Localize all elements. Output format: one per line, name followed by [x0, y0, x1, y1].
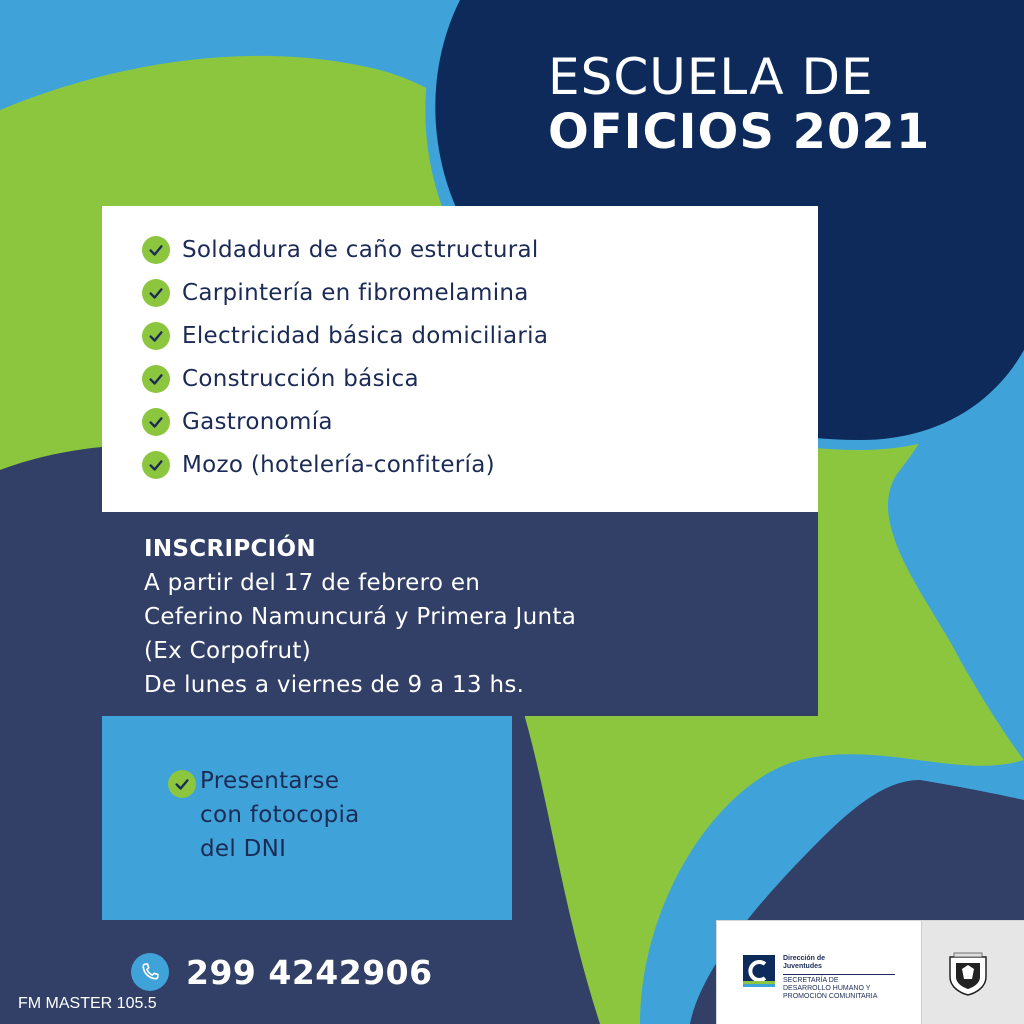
list-item: [142, 275, 529, 311]
courses-list: [102, 206, 818, 512]
list-item: [142, 361, 419, 397]
course-label: Construcción básica: [182, 366, 419, 392]
list-item: [142, 318, 548, 354]
inscription-line: De lunes a viernes de 9 a 13 hs.: [144, 672, 525, 698]
logo-divider: [783, 974, 895, 975]
course-label: Electricidad básica domiciliaria: [182, 323, 549, 349]
logo-org-line: SECRETARÍA DE: [783, 977, 839, 984]
phone-icon: [131, 953, 169, 991]
list-item: [142, 404, 333, 440]
logo-org-line: PROMOCIÓN COMUNITARIA: [783, 993, 878, 1000]
juventudes-logo-icon: [743, 955, 775, 987]
inscription-heading: INSCRIPCIÓN: [144, 536, 316, 562]
course-label: Gastronomía: [182, 409, 333, 435]
course-label: Mozo (hotelería-confitería): [182, 452, 495, 478]
juventudes-logo-text: [783, 955, 895, 1001]
crest-panel: [921, 921, 1024, 1024]
course-label: Carpintería en fibromelamina: [182, 280, 529, 306]
requirement-line: del DNI: [200, 836, 287, 862]
check-icon: [142, 322, 170, 350]
check-icon: [142, 236, 170, 264]
inscription-line: (Ex Corpofrut): [144, 638, 312, 664]
title-line-2: OFICIOS 2021: [548, 104, 931, 160]
inscription-panel: [102, 512, 818, 716]
page-title: [548, 48, 931, 160]
phone-number[interactable]: 299 4242906: [186, 953, 433, 992]
title-line-1: ESCUELA DE: [548, 48, 874, 106]
inscription-text: [144, 532, 576, 702]
requirement-panel: [102, 716, 512, 920]
sponsor-logos: [716, 920, 1024, 1024]
requirement-line: con fotocopia: [200, 802, 360, 828]
logo-org-line: DESARROLLO HUMANO Y: [783, 985, 871, 992]
municipal-crest-icon: [946, 951, 990, 997]
requirement-text: [200, 764, 360, 866]
list-item: [142, 447, 495, 483]
logo-name-line: Juventudes: [783, 963, 822, 970]
requirement-line: Presentarse: [200, 768, 340, 794]
check-icon: [142, 365, 170, 393]
logo-name-line: Dirección de: [783, 955, 826, 962]
check-icon: [142, 451, 170, 479]
watermark: FM MASTER 105.5: [18, 995, 157, 1012]
check-icon: [142, 279, 170, 307]
course-label: Soldadura de caño estructural: [182, 237, 539, 263]
inscription-line: Ceferino Namuncurá y Primera Junta: [144, 604, 577, 630]
inscription-line: A partir del 17 de febrero en: [144, 570, 481, 596]
check-icon: [168, 770, 196, 798]
check-icon: [142, 408, 170, 436]
list-item: [142, 232, 539, 268]
